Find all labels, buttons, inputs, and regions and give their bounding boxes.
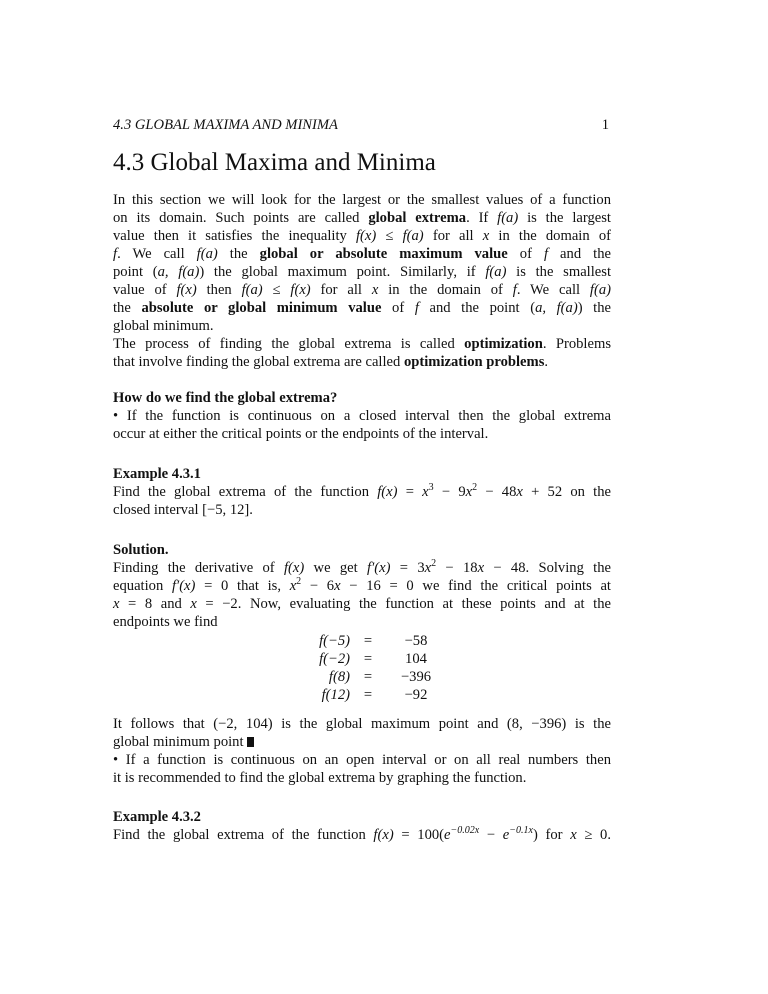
- text: ≥ 0.: [576, 827, 611, 843]
- text: for all: [423, 228, 483, 244]
- conclusion-paragraph: [113, 715, 611, 787]
- text: = 3: [390, 560, 425, 576]
- text: closed interval [−5, 12].: [113, 502, 253, 518]
- text: is the largest: [518, 210, 611, 226]
- text: it is recommended to find the global extrema by graphing the function.: [113, 770, 527, 786]
- text-line: [113, 245, 611, 263]
- text: ≤: [376, 228, 403, 244]
- text-line: [113, 389, 611, 407]
- superscript: 2: [431, 558, 437, 569]
- math-text: x: [482, 228, 490, 244]
- math-text: f(x): [377, 484, 398, 500]
- math-text: f(x): [283, 560, 305, 576]
- math-text: f(x): [176, 282, 197, 298]
- text: ≤: [262, 282, 291, 298]
- text-line: [113, 613, 611, 631]
- function-value: −92: [404, 687, 428, 703]
- text: the: [113, 300, 142, 316]
- function-value-label: f(−2): [319, 651, 350, 667]
- text: is the smallest: [506, 264, 612, 280]
- text: . We call: [516, 282, 590, 298]
- equals-sign: =: [363, 669, 373, 685]
- example-4-3-2: [113, 808, 611, 844]
- text-line: [113, 595, 611, 613]
- text-line: [113, 559, 611, 577]
- text: = 100(: [393, 827, 445, 843]
- text: global minimum.: [113, 318, 214, 334]
- math-text: x: [422, 484, 429, 500]
- text: on its domain. Such points are called: [113, 210, 369, 226]
- math-text: x: [477, 560, 485, 576]
- text: − 48: [477, 484, 517, 500]
- text: global minimum point: [113, 734, 244, 750]
- math-text: f(a): [485, 264, 507, 280]
- math-text: f: [512, 282, 517, 298]
- math-text: f: [543, 246, 549, 262]
- text: occur at either the critical points or the endpoints of the interval.: [113, 426, 489, 442]
- math-text: x: [516, 484, 523, 500]
- text: −: [479, 827, 503, 843]
- text-line: [113, 191, 611, 209]
- math-text: f: [414, 300, 419, 316]
- evaluation-table: [290, 632, 446, 704]
- math-text: a, f(a): [157, 264, 200, 280]
- function-value-label: f(−5): [319, 633, 350, 649]
- text-line: [113, 751, 611, 769]
- text-line: [113, 715, 611, 733]
- math-text: f(x): [290, 282, 311, 298]
- math-text: x: [289, 578, 297, 594]
- text: . Problems: [542, 336, 611, 352]
- text: equation: [113, 578, 172, 594]
- text-line: [113, 501, 611, 519]
- intro-paragraph: [113, 191, 611, 371]
- text: then: [196, 282, 242, 298]
- function-value: −58: [404, 633, 428, 649]
- text: of: [381, 300, 415, 316]
- text-line: [113, 769, 611, 787]
- text: = −2. Now, evaluating the function at these points and at the: [196, 596, 611, 612]
- text: − 9: [433, 484, 466, 500]
- math-text: f′(x): [367, 560, 391, 576]
- bold-text: Solution.: [113, 542, 169, 558]
- text: . We call: [117, 246, 197, 262]
- text-line: [113, 425, 611, 443]
- text: = 8 and: [119, 596, 191, 612]
- math-text: f′(x): [171, 578, 196, 594]
- function-value-label: f(8): [328, 669, 350, 685]
- text-line: [113, 263, 611, 281]
- math-text: f(x): [373, 827, 394, 843]
- running-header: [113, 116, 611, 134]
- text: value of: [113, 282, 177, 298]
- equals-sign: =: [363, 633, 373, 649]
- text: − 16 = 0 we find the critical points at: [340, 578, 611, 594]
- bold-text: Example 4.3.1: [113, 466, 201, 482]
- solution: [113, 541, 611, 631]
- text-line: [113, 353, 611, 371]
- text: in the domain of: [378, 282, 513, 298]
- section-title: 4.3 Global Maxima and Minima: [113, 149, 436, 176]
- text: . If: [466, 210, 498, 226]
- text-line: [113, 733, 611, 751]
- text: − 18: [436, 560, 478, 576]
- math-text: f(a): [589, 282, 611, 298]
- math-text: x: [424, 560, 432, 576]
- text-line: [113, 227, 611, 245]
- equals-sign: =: [363, 651, 373, 667]
- math-text: x: [371, 282, 379, 298]
- equals-sign: =: [363, 687, 373, 703]
- bold-text: How do we find the global extrema?: [113, 390, 338, 406]
- superscript: 2: [472, 482, 478, 493]
- math-text: x: [570, 827, 577, 843]
- text: for all: [310, 282, 372, 298]
- text: point (: [113, 264, 158, 280]
- text: .: [544, 354, 549, 370]
- text: of: [507, 246, 544, 262]
- math-text: x: [113, 596, 120, 612]
- text: value then it satisfies the inequality: [113, 228, 356, 244]
- text: − 6: [301, 578, 335, 594]
- text: • If a function is continuous on an open interval or on all real numbers then: [113, 752, 611, 768]
- text-line: [113, 808, 611, 826]
- text-line: [113, 281, 611, 299]
- text: + 52 on the: [522, 484, 611, 500]
- text: Find the global extrema of the function: [113, 827, 374, 843]
- text-line: [113, 465, 611, 483]
- qed-square-icon: [247, 737, 254, 747]
- example-4-3-1: [113, 465, 611, 519]
- text: Finding the derivative of: [113, 560, 284, 576]
- bold-text: absolute or global minimum value: [141, 300, 382, 316]
- text-line: [113, 541, 611, 559]
- text: In this section we will look for the largest or the smallest values of a function: [113, 192, 611, 208]
- function-value-label: f(12): [321, 687, 350, 703]
- text: ) for: [532, 827, 571, 843]
- bold-text: optimization: [464, 336, 543, 352]
- math-text: e: [444, 827, 451, 843]
- math-text: f(a): [196, 246, 218, 262]
- text-line: [113, 209, 611, 227]
- text: = 0 that is,: [195, 578, 290, 594]
- math-text: a, f(a): [535, 300, 578, 316]
- math-text: x: [190, 596, 197, 612]
- text-line: [113, 407, 611, 425]
- text-line: [113, 299, 611, 317]
- bold-text: optimization problems: [403, 354, 545, 370]
- text-line: [113, 335, 611, 353]
- text: and the point (: [418, 300, 536, 316]
- text: ) the: [577, 300, 611, 316]
- how-to-find-section: [113, 389, 611, 443]
- text: and the: [548, 246, 611, 262]
- text-line: [113, 317, 611, 335]
- function-value: −396: [400, 669, 432, 685]
- text: endpoints we find: [113, 614, 218, 630]
- math-text: f: [113, 246, 118, 262]
- superscript: 3: [428, 482, 434, 493]
- text: the: [217, 246, 260, 262]
- function-value: 104: [405, 651, 427, 667]
- math-text: x: [465, 484, 473, 500]
- bold-text: global or absolute maximum value: [259, 246, 508, 262]
- bold-text: global extrema: [368, 210, 467, 226]
- text: • If the function is continuous on a closed interval then the global extrema: [113, 408, 611, 424]
- text: in the domain of: [489, 228, 611, 244]
- text-line: [113, 483, 611, 501]
- text: It follows that (−2, 104) is the global maximum point and (8, −396) is the: [113, 716, 611, 732]
- superscript: −0.02x: [450, 825, 480, 836]
- text: ) the global maximum point. Similarly, if: [199, 264, 486, 280]
- text: Find the global extrema of the function: [113, 484, 378, 500]
- math-text: f(x): [356, 228, 377, 244]
- text: we get: [304, 560, 368, 576]
- text: The process of finding the global extrema is called: [113, 336, 465, 352]
- math-text: x: [334, 578, 341, 594]
- math-text: f(a): [402, 228, 424, 244]
- text: that involve finding the global extrema are called: [113, 354, 404, 370]
- running-title: 4.3 GLOBAL MAXIMA AND MINIMA: [113, 117, 338, 133]
- page-number: 1: [601, 117, 609, 133]
- text-line: [113, 577, 611, 595]
- text: − 48. Solving the: [484, 560, 612, 576]
- math-text: f(a): [241, 282, 263, 298]
- superscript: −0.1x: [509, 825, 533, 836]
- math-text: e: [502, 827, 510, 843]
- bold-text: Example 4.3.2: [113, 809, 201, 825]
- text: =: [397, 484, 423, 500]
- superscript: 2: [296, 576, 302, 587]
- math-text: f(a): [497, 210, 519, 226]
- text-line: [113, 826, 611, 844]
